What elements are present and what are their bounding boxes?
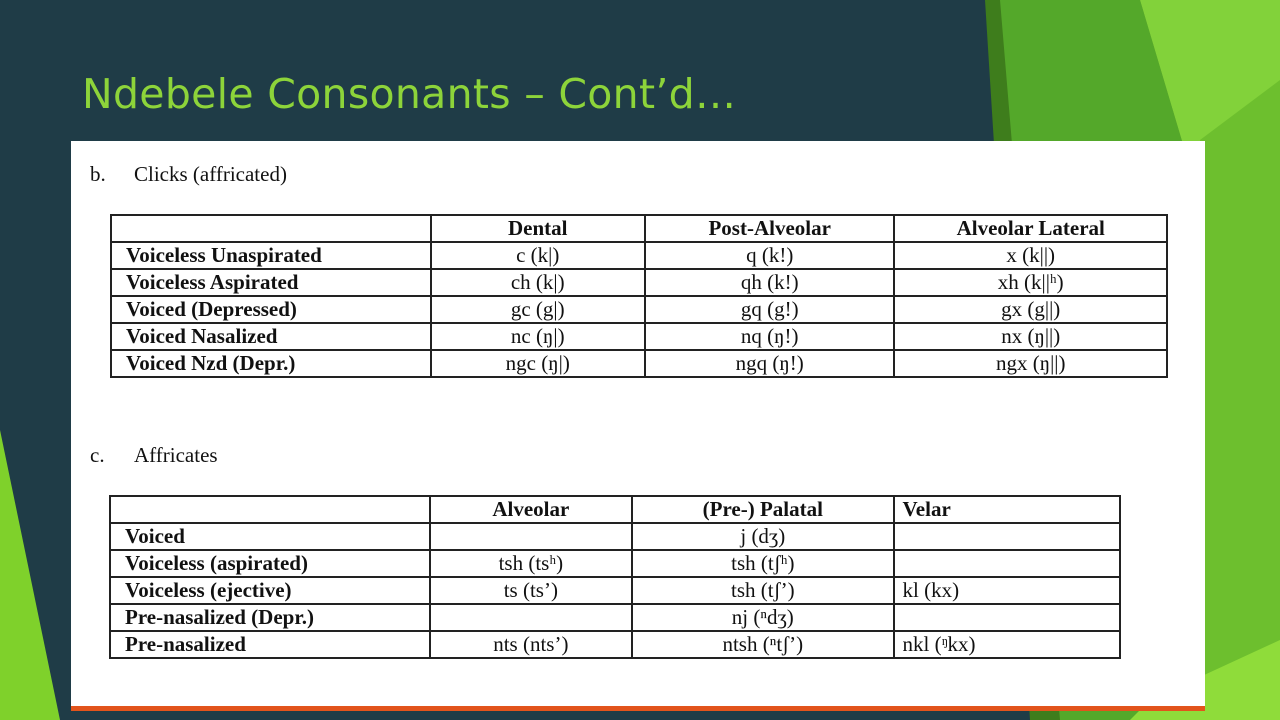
table-cell: ts (ts’) <box>430 577 633 604</box>
table-row <box>111 350 1167 377</box>
header-cell: Dental <box>431 215 645 242</box>
table-row <box>110 550 1120 577</box>
clicks-heading-text: Clicks (affricated) <box>134 162 287 186</box>
table-cell: nts (nts’) <box>430 631 633 658</box>
table-row <box>111 269 1167 296</box>
header-cell <box>110 496 430 523</box>
table-cell: ch (k|) <box>431 269 645 296</box>
affricates-heading-text: Affricates <box>134 443 218 467</box>
row-header: Voiceless (aspirated) <box>110 550 430 577</box>
header-cell: Alveolar Lateral <box>894 215 1167 242</box>
row-header: Pre-nasalized (Depr.) <box>110 604 430 631</box>
row-header: Voiced Nasalized <box>111 323 431 350</box>
table-cell <box>430 523 633 550</box>
row-header: Voiced (Depressed) <box>111 296 431 323</box>
affricates-table <box>109 495 1121 659</box>
table-row <box>111 242 1167 269</box>
green-facet-right <box>1200 80 1280 720</box>
table-cell: tsh (tsʰ) <box>430 550 633 577</box>
table-row <box>110 631 1120 658</box>
header-cell: (Pre-) Palatal <box>632 496 893 523</box>
table-cell: ngx (ŋ||) <box>894 350 1167 377</box>
header-cell: Alveolar <box>430 496 633 523</box>
table-row <box>110 604 1120 631</box>
table-cell: qh (k!) <box>645 269 895 296</box>
table-row <box>110 523 1120 550</box>
table-cell: tsh (tʃʰ) <box>632 550 893 577</box>
table-cell: gx (g||) <box>894 296 1167 323</box>
row-header: Voiceless Unaspirated <box>111 242 431 269</box>
table-cell: ngc (ŋ|) <box>431 350 645 377</box>
table-cell: nc (ŋ|) <box>431 323 645 350</box>
table-cell: j (dʒ) <box>632 523 893 550</box>
table-cell: x (k||) <box>894 242 1167 269</box>
header-cell: Post-Alveolar <box>645 215 895 242</box>
table-cell: ngq (ŋ!) <box>645 350 895 377</box>
table-header-row <box>110 496 1120 523</box>
clicks-heading-label: b. <box>90 162 106 186</box>
header-cell <box>111 215 431 242</box>
affricates-heading-label: c. <box>90 443 105 467</box>
table-row <box>111 323 1167 350</box>
affricates-heading <box>90 443 218 468</box>
row-header: Voiced Nzd (Depr.) <box>111 350 431 377</box>
table-cell: gc (g|) <box>431 296 645 323</box>
table-cell: nq (ŋ!) <box>645 323 895 350</box>
table-cell <box>894 523 1120 550</box>
clicks-table <box>110 214 1168 378</box>
table-cell: c (k|) <box>431 242 645 269</box>
table-cell <box>894 604 1120 631</box>
table-cell: nx (ŋ||) <box>894 323 1167 350</box>
table-cell <box>430 604 633 631</box>
table-header-row <box>111 215 1167 242</box>
row-header: Voiced <box>110 523 430 550</box>
table-row <box>111 296 1167 323</box>
slide-title: Ndebele Consonants – Cont’d… <box>82 70 737 118</box>
table-cell: nkl (ᵑkx) <box>894 631 1120 658</box>
table-cell: gq (g!) <box>645 296 895 323</box>
header-cell: Velar <box>894 496 1120 523</box>
green-facet-left-bottom <box>0 430 60 720</box>
table-cell <box>894 550 1120 577</box>
table-cell: kl (kx) <box>894 577 1120 604</box>
table-cell: q (k!) <box>645 242 895 269</box>
clicks-heading <box>90 162 287 187</box>
row-header: Voiceless (ejective) <box>110 577 430 604</box>
row-header: Pre-nasalized <box>110 631 430 658</box>
table-cell: xh (k||ʰ) <box>894 269 1167 296</box>
image-bottom-border <box>71 706 1205 711</box>
row-header: Voiceless Aspirated <box>111 269 431 296</box>
table-row <box>110 577 1120 604</box>
table-cell: nj (ⁿdʒ) <box>632 604 893 631</box>
table-cell: ntsh (ⁿtʃ’) <box>632 631 893 658</box>
table-cell: tsh (tʃ’) <box>632 577 893 604</box>
